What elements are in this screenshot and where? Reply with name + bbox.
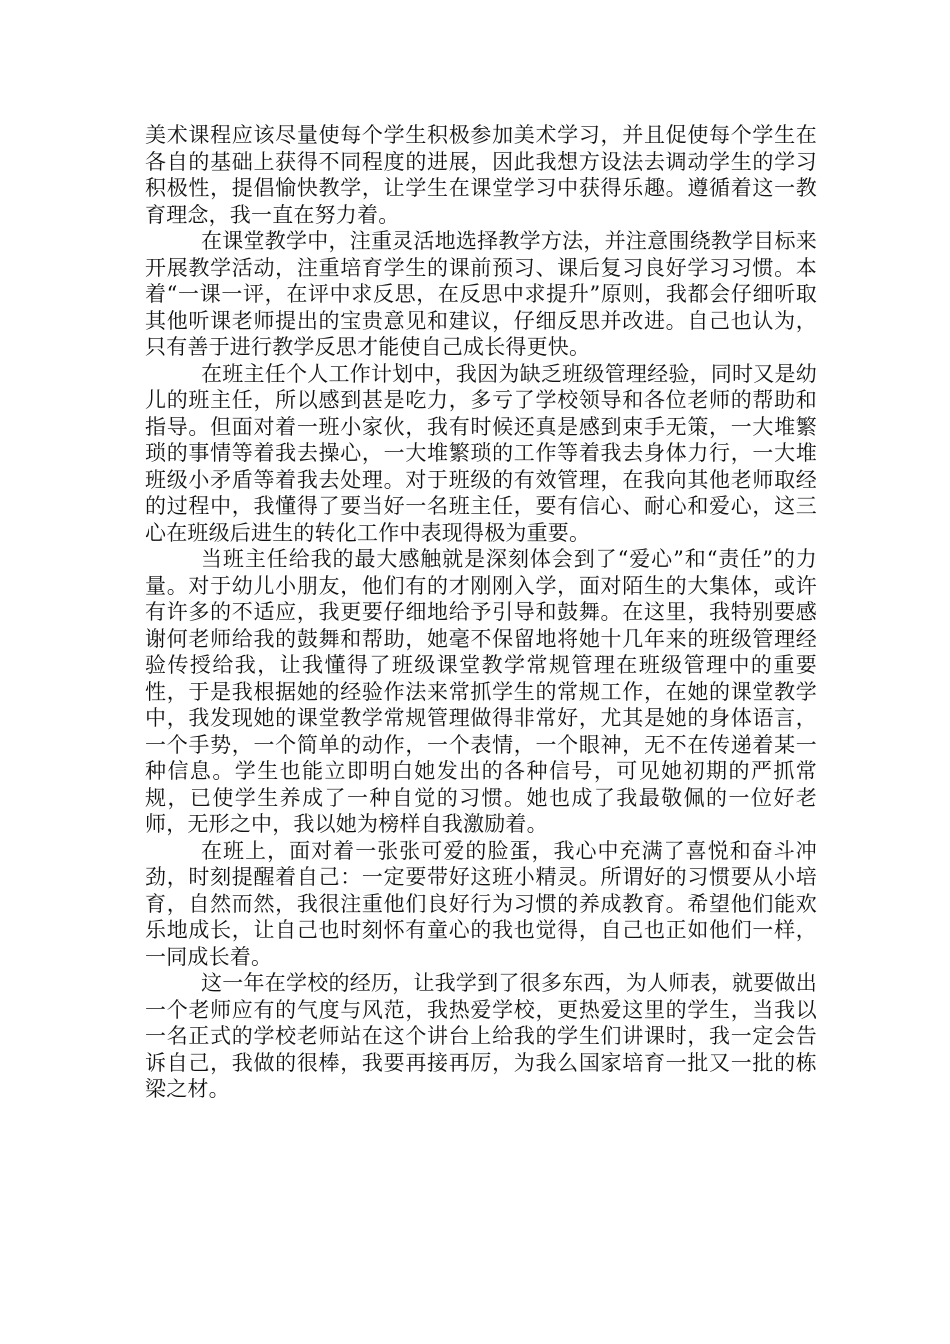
document-body <box>145 122 817 1103</box>
paragraph-2: 在课堂教学中，注重灵活地选择教学方法，并注意围绕教学目标来开展教学活动，注重培育学生的课前预习、课后复习良好学习习惯。本着“一课一评，在评中求反思，在反思中求提升”原则，我都会仔细听取其他听课老师提出的宝贵意见和建议，仔细反思并改进。自己也认为，只有善于进行教学反思才能使自己成长得更快。 <box>145 229 817 359</box>
paragraph-6: 这一年在学校的经历，让我学到了很多东西，为人师表，就要做出一个老师应有的气度与风范，我热爱学校，更热爱这里的学生，当我以一名正式的学校老师站在这个讲台上给我的学生们讲课时，我一定会告诉自己，我做的很棒，我要再接再厉，为我么国家培育一批又一批的栋梁之材。 <box>145 971 817 1101</box>
paragraph-5: 在班上，面对着一张张可爱的脸蛋，我心中充满了喜悦和奋斗冲劲，时刻提醒着自己：一定要带好这班小精灵。所谓好的习惯要从小培育，自然而然，我很注重他们良好行为习惯的养成教育。希望他们能欢乐地成长，让自己也时刻怀有童心的我也觉得，自己也正如他们一样，一同成长着。 <box>145 838 817 969</box>
paragraph-1: 美术课程应该尽量使每个学生积极参加美术学习，并且促使每个学生在各自的基础上获得不同程度的进展，因此我想方设法去调动学生的学习积极性，提倡愉快教学，让学生在课堂学习中获得乐趣。遵循着这一教育理念，我一直在努力着。 <box>145 123 817 227</box>
paragraph-3: 在班主任个人工作计划中，我因为缺乏班级管理经验，同时又是幼儿的班主任，所以感到甚是吃力，多亏了学校领导和各位老师的帮助和指导。但面对着一班小家伙，我有时候还真是感到束手无策，一大堆繁琐的事情等着我去操心，一大堆繁琐的工作等着我去身体力行，一大堆班级小矛盾等着我去处理。对于班级的有效管理，在我向其他老师取经的过程中，我懂得了要当好一名班主任，要有信心、耐心和爱心，这三心在班级后进生的转化工作中表现得极为重要。 <box>145 361 817 545</box>
paragraph-4: 当班主任给我的最大感触就是深刻体会到了“爱心”和“责任”的力量。对于幼儿小朋友，他们有的才刚刚入学，面对陌生的大集体，或许有许多的不适应，我更要仔细地给予引导和鼓舞。在这里，我特别要感谢何老师给我的鼓舞和帮助，她毫不保留地将她十几年来的班级管理经验传授给我，让我懂得了班级课堂教学常规管理在班级管理中的重要性，于是我根据她的经验作法来常抓学生的常规工作，在她的课堂教学中，我发现她的课堂教学常规管理做得非常好，尤其是她的身体语言，一个手势，一个简单的动作，一个表情，一个眼神，无不在传递着某一种信息。学生也能立即明白她发出的各种信号，可见她初期的严抓常规，已使学生养成了一种自觉的习惯。她也成了我最敬佩的一位好老师，无形之中，我以她为榜样自我激励着。 <box>145 547 817 836</box>
